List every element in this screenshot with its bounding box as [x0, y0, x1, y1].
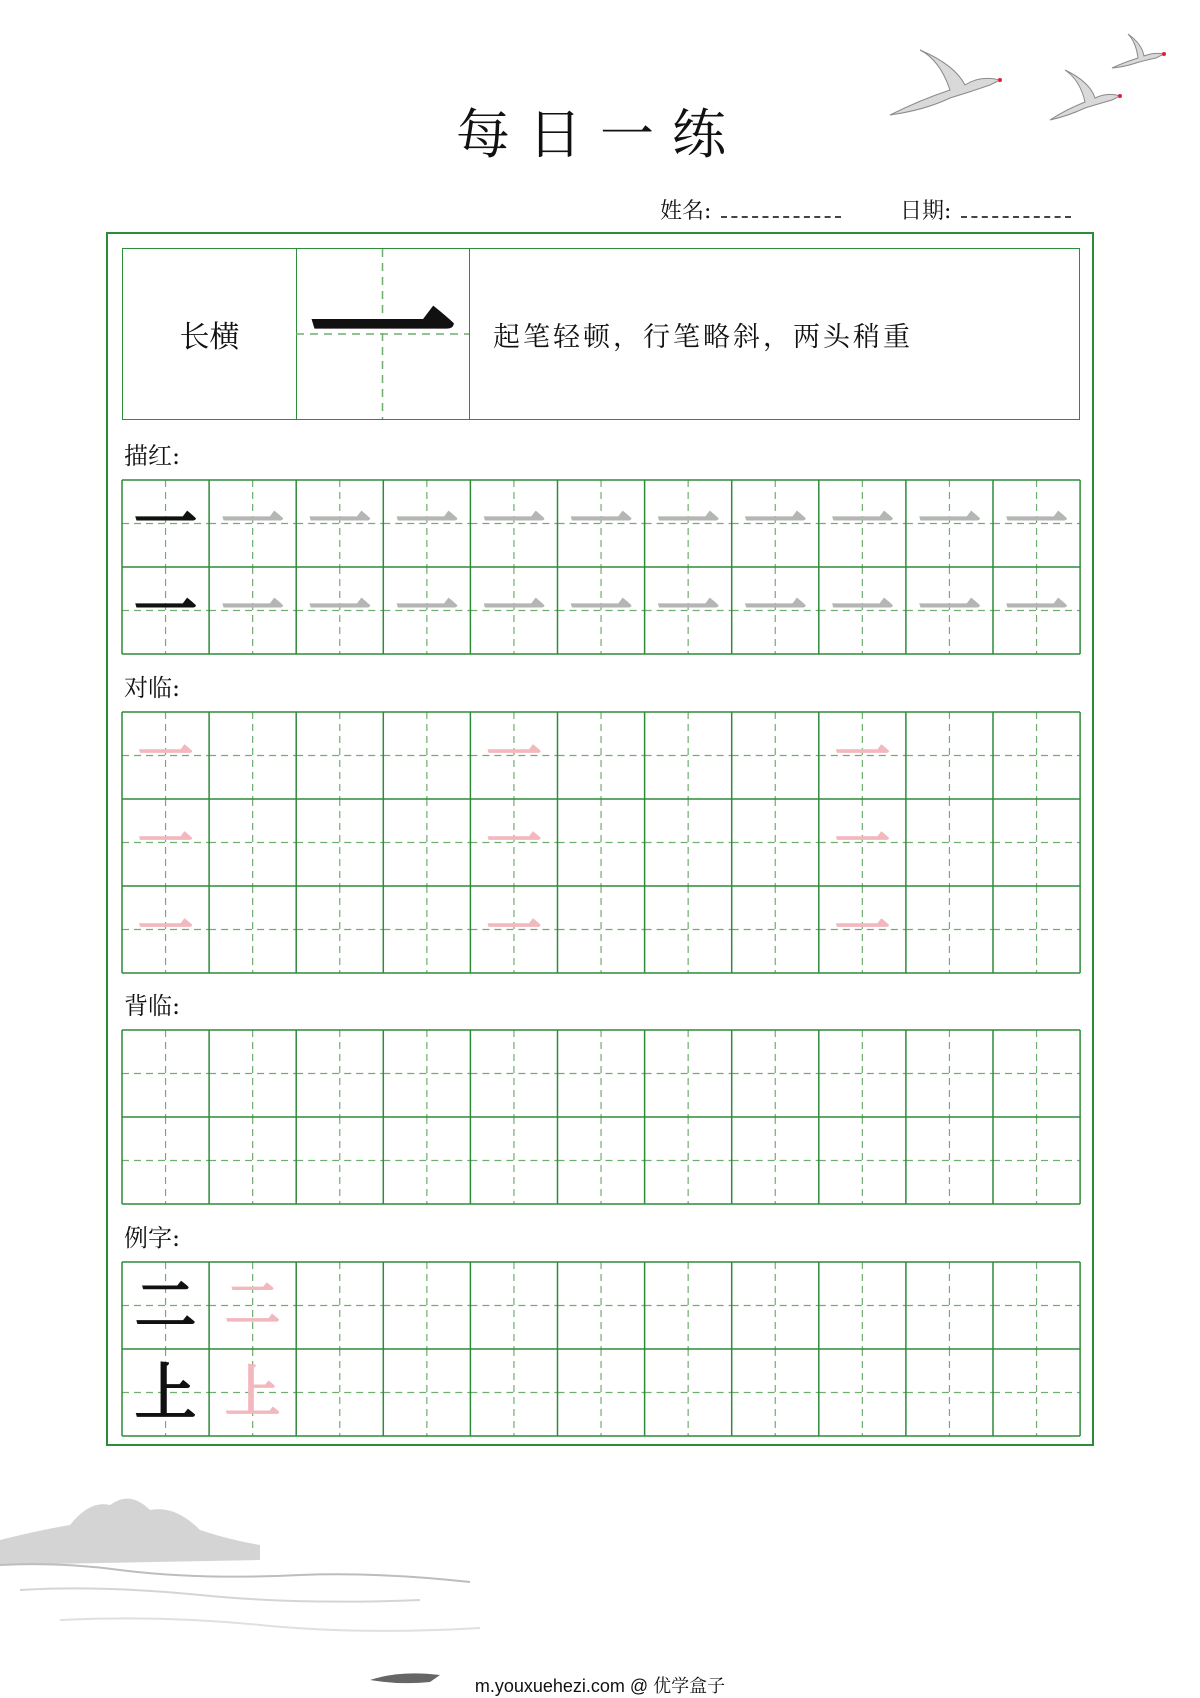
practice-char: 一 [481, 486, 546, 561]
practice-char: 一 [394, 486, 459, 561]
practice-char: 一 [307, 486, 372, 561]
copy-label: 对临: [124, 674, 181, 702]
practice-char: 一 [133, 573, 198, 648]
practice-char: 上 [224, 1359, 281, 1426]
practice-char: 一 [830, 573, 895, 648]
practice-char: 上 [134, 1356, 197, 1429]
practice-char: 一 [485, 896, 542, 963]
practice-char: 一 [485, 722, 542, 789]
practice-char: 一 [137, 722, 194, 789]
practice-char: 一 [220, 486, 285, 561]
practice-char: 一 [481, 573, 546, 648]
practice-char: 一 [743, 573, 808, 648]
practice-char: 二 [134, 1269, 197, 1342]
practice-char: 一 [834, 722, 891, 789]
practice-char: 一 [1004, 486, 1069, 561]
practice-char: 一 [830, 486, 895, 561]
practice-char: 一 [834, 809, 891, 876]
practice-char: 一 [917, 573, 982, 648]
practice-char: 一 [743, 486, 808, 561]
trace-grid [122, 480, 1080, 654]
trace-label: 描红: [124, 442, 181, 470]
practice-char: 一 [1004, 573, 1069, 648]
practice-char: 一 [656, 486, 721, 561]
name-label: 姓名: [660, 199, 712, 224]
examples-label: 例字: [124, 1224, 181, 1252]
practice-char: 一 [656, 573, 721, 648]
practice-char: 一 [137, 809, 194, 876]
practice-char: 一 [569, 573, 634, 648]
practice-char: 一 [917, 486, 982, 561]
stroke-description: 起笔轻顿，行笔略斜，两头稍重 [493, 321, 913, 353]
practice-char: 一 [307, 573, 372, 648]
practice-char: 一 [220, 573, 285, 648]
practice-char: 一 [569, 486, 634, 561]
page-title: 每日一练 [456, 103, 744, 166]
practice-char: 一 [834, 896, 891, 963]
practice-char: 一 [485, 809, 542, 876]
examples-grid [122, 1262, 1080, 1436]
recall-label: 背临: [124, 992, 181, 1020]
stroke-glyph: 一 [307, 246, 458, 422]
practice-char: 一 [133, 486, 198, 561]
copy-grid [122, 712, 1080, 973]
practice-char: 二 [224, 1272, 281, 1339]
practice-char: 一 [394, 573, 459, 648]
stroke-name: 长横 [123, 249, 297, 419]
landscape-illustration [0, 1470, 520, 1690]
date-label: 日期: [900, 199, 952, 224]
recall-grid [122, 1030, 1080, 1204]
footer-brand: m.youxuehezi.com @ 优学盒子 [474, 1676, 726, 1696]
practice-char: 一 [137, 896, 194, 963]
